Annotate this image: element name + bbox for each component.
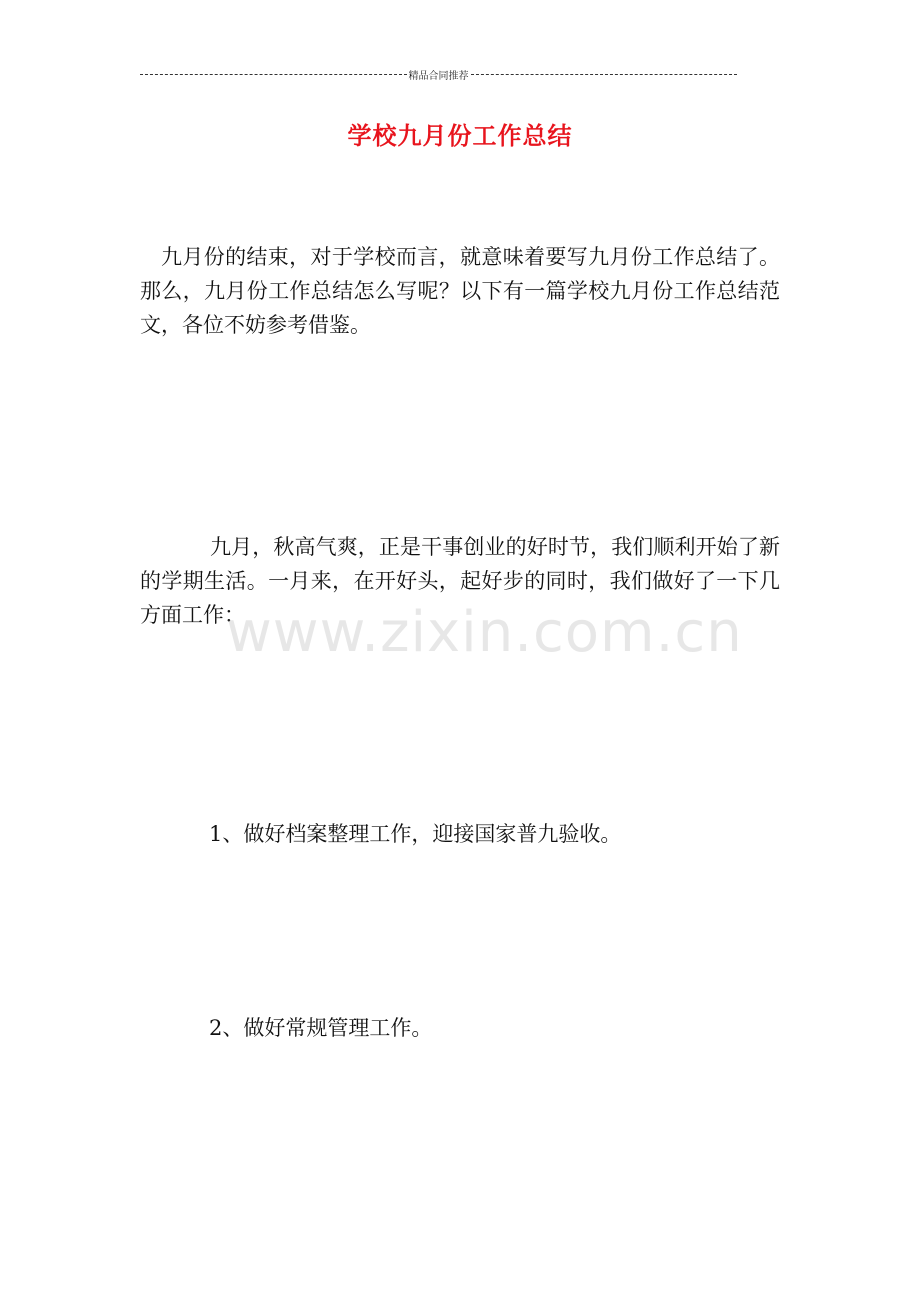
intro-paragraph: 九月份的结束，对于学校而言，就意味着要写九月份工作总结了。那么，九月份工作总结怎么写呢？以下有一篇学校九月份工作总结范文，各位不妨参考借鉴。 — [140, 245, 780, 337]
body-paragraph: 九月，秋高气爽，正是干事创业的好时节，我们顺利开始了新的学期生活。一月来，在开好头，起好步的同时，我们做好了一下几方面工作： — [140, 535, 780, 627]
header-dash-right — [471, 74, 738, 75]
header-rule — [140, 66, 737, 82]
list-item-1: 1、做好档案整理工作，迎接国家普九验收。 — [209, 822, 622, 846]
list-item-2: 2、做好常规管理工作。 — [209, 1016, 433, 1040]
watermark: www.zixin.com.cn — [226, 600, 743, 665]
document-title: 学校九月份工作总结 — [347, 122, 573, 150]
header-dash-left — [140, 74, 407, 75]
header-label: 精品合同推荐 — [408, 70, 469, 82]
